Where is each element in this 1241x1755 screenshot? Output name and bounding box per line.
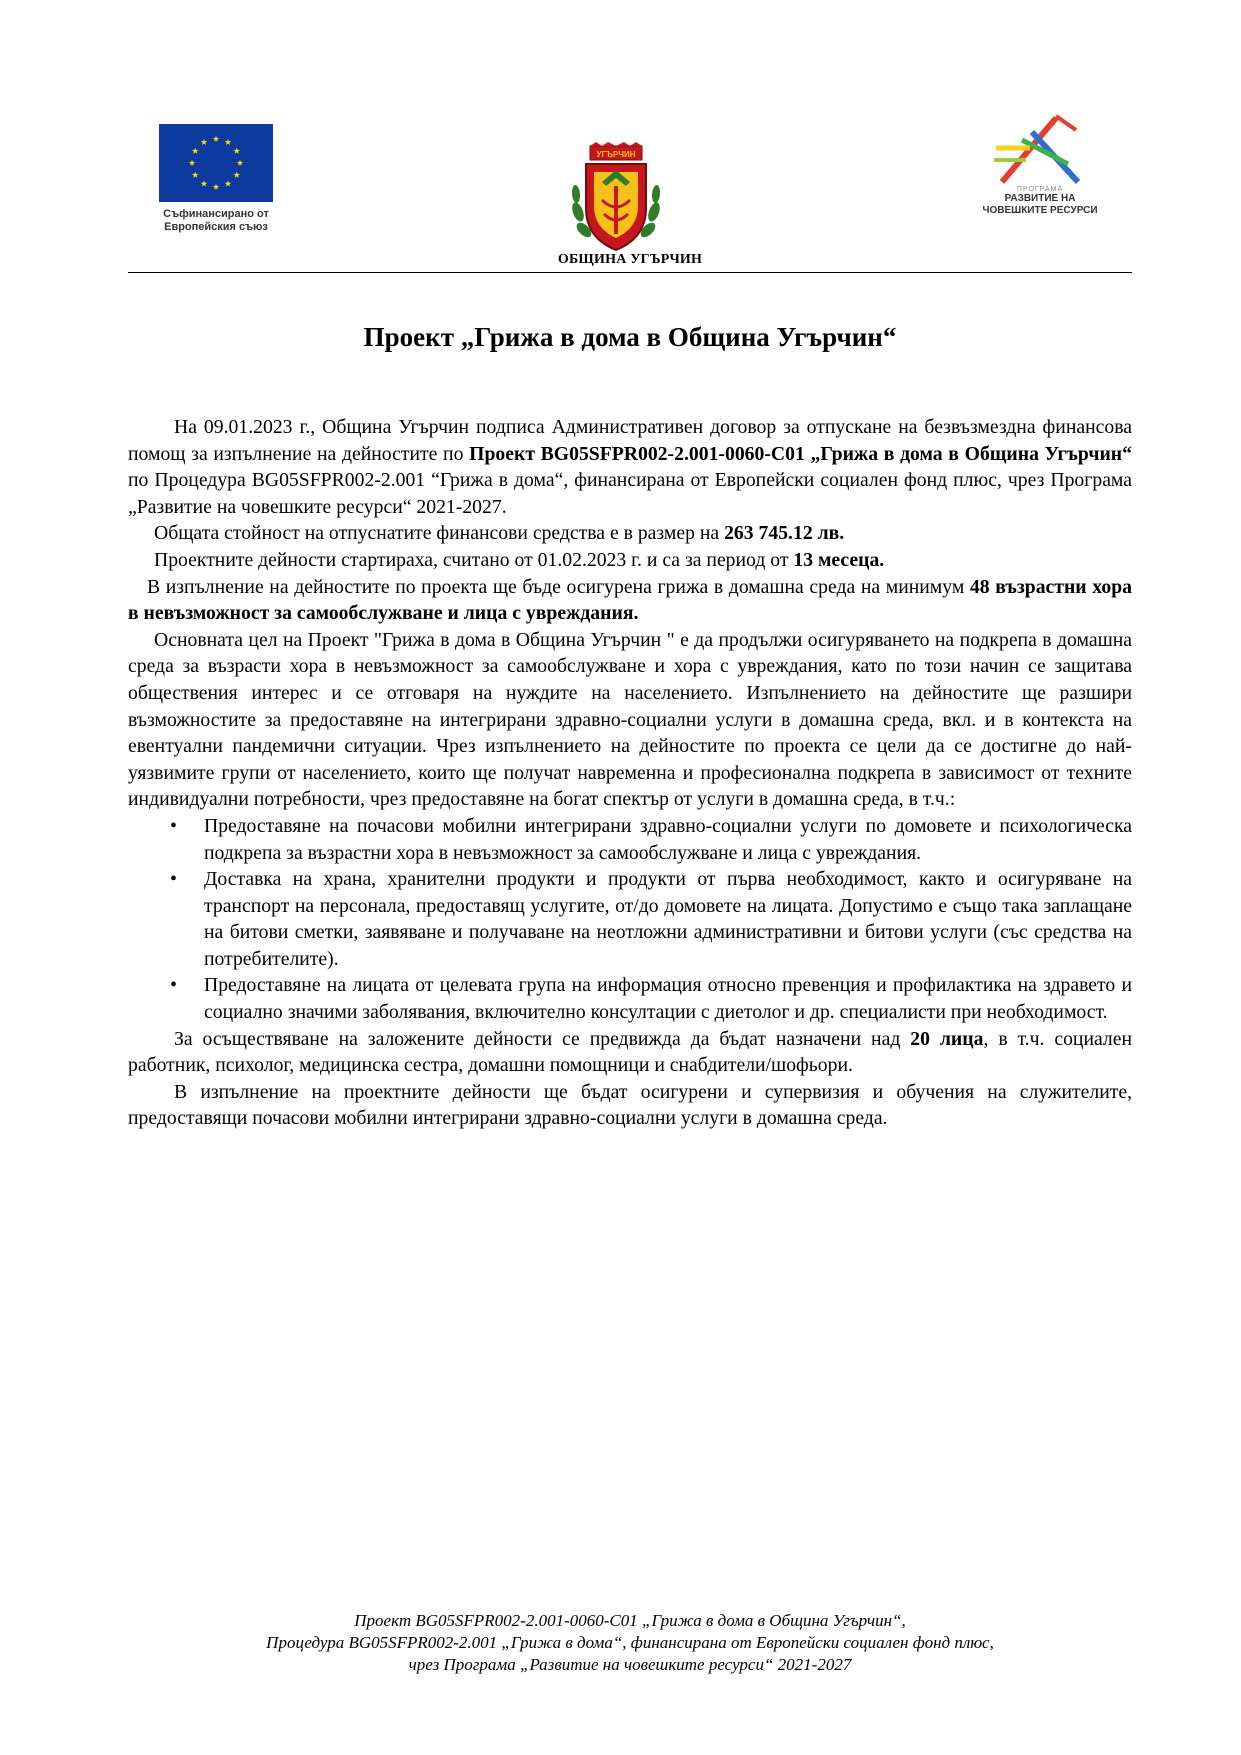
paragraph-supervision: В изпълнение на проектните дейности ще бъдат осигурени и супервизия и обучения на служителите, предоставящи почасови мобилни интегрирани здравно-социални услуги в домашна среда. [128, 1080, 1132, 1130]
list-item-text: Доставка на храна, хранителни продукти и продукти от първа необходимост, както и осигуряване на транспорт на персонала, предоставящ услугите, от/до домовете на лицата. Допустимо е също така заплащане на битови сметки, заявяване и получаване на неотложни административни и битови услуги (със средства на потребителите). [204, 868, 1132, 970]
human-resources-program-logo [970, 112, 1110, 217]
activities-list [128, 813, 1132, 1026]
page-footer [128, 1610, 1132, 1676]
eu-cofunded-logo [150, 124, 282, 234]
hrd-program-word: ПРОГРАМА [1016, 186, 1064, 193]
eu-caption-line1: Съфинансирано от [163, 208, 269, 220]
project-name-bold: Проект BG05SFPR002-2.001-0060-С01 „Грижа в дома в Община Угърчин“ [469, 442, 1132, 465]
paragraph-text: Общата стойност на отпуснатите финансови средства е в размер на [154, 522, 725, 545]
paragraph-text: по Процедура BG05SFPR002-2.001 “Грижа в дома“, финансирана от Европейски социален фонд плюс, чрез Програма „Развитие на човешките ресурси“ 2021-2027. [128, 469, 1132, 518]
list-item [128, 866, 1132, 972]
document-body [128, 414, 1132, 1132]
list-item-text: Предоставяне на почасови мобилни интегрирани здравно-социални услуги по домовете и психологическа подкрепа за възрастни хора в невъзможност за самообслужване и лица с увреждания. [204, 814, 1132, 864]
bullet-icon: • [170, 974, 177, 997]
list-item [128, 813, 1132, 866]
paragraph-agreement [128, 414, 1132, 520]
list-item [128, 972, 1132, 1025]
hrd-caption-line2: ЧОВЕШКИТЕ РЕСУРСИ [982, 205, 1098, 216]
staff-count-bold: 20 лица [910, 1027, 984, 1050]
paragraph-total-value [128, 520, 1132, 547]
eu-flag-icon [159, 124, 273, 202]
paragraph-main-goal: Основната цел на Проект "Грижа в дома в Община Угърчин " е да продължи осигуряването на подкрепа в домашна среда за възрасти хора в невъзможност за самообслужване и хора с увреждания, като по този начин се защитава обществения интерес и се отговаря на нуждите на населението. Изпълнението на дейностите ще разшири възможностите за предоставяне на интегрирани здравно-социални услуги в домашна среда, вкл. и в контекста на евентуални пандемични ситуации. Чрез изпълнението на дейностите по проекта се цели да се достигне до най-уязвимите групи от населението, които ще получат навременна и професионална подкрепа в зависимост от техните индивидуални потребности, чрез предоставяне на богат спектър от услуги в домашна среда, в т.ч.: [128, 628, 1132, 811]
footer-line: Процедура BG05SFPR002-2.001 „Грижа в дома“, финансирана от Европейски социален фонд плюс, [266, 1633, 994, 1652]
hrd-emblem-icon [992, 112, 1088, 188]
footer-line: чрез Програма „Развитие на човешките ресурси“ 2021-2027 [408, 1655, 852, 1674]
eu-caption [150, 208, 282, 234]
paragraph-text: Проектните дейности стартираха, считано от 01.02.2023 г. и са за период от [154, 548, 794, 571]
hrd-caption [970, 193, 1110, 217]
hrd-caption-line1: РАЗВИТИЕ НА [1004, 193, 1076, 204]
bullet-icon: • [170, 868, 177, 891]
paragraph-text: За осъществяване на заложените дейности се предвижда да бъдат назначени над [174, 1027, 911, 1050]
municipality-name: ОБЩИНА УГЪРЧИН [557, 252, 703, 267]
paragraph-text: На 09.01.2023 г., Община Угърчин подписа Административен договор за отпускане на безвъзмездна финансова помощ за изпълнение на дейностите по [128, 416, 1132, 465]
paragraph-text: , в т.ч. социален работник, психолог, медицинска сестра, домашни помощници и снабдители/шофьори. [128, 1027, 1133, 1077]
paragraph-text: В изпълнение на дейностите по проекта ще бъде осигурена грижа в домашна среда на минимум [147, 575, 970, 598]
eu-caption-line2: Европейския съюз [164, 221, 268, 233]
ugarchin-crest-icon [566, 142, 666, 254]
paragraph-staff [128, 1026, 1132, 1079]
paragraph-duration [128, 547, 1132, 574]
page-header [128, 112, 1132, 272]
crest-label: УГЪРЧИН [596, 150, 636, 159]
list-item-text: Предоставяне на лицата от целевата група на информация относно превенция и профилактика на здравето и социално значими заболявания, включително консултации с диетолог и др. специалисти при необходимост. [204, 974, 1132, 1024]
footer-line: Проект BG05SFPR002-2.001-0060-С01 „Грижа в дома в Община Угърчин“, [354, 1611, 906, 1630]
paragraph-target-group [128, 574, 1132, 627]
bullet-icon: • [170, 814, 177, 837]
duration-bold: 13 месеца. [793, 548, 885, 571]
target-group-bold: 48 възрастни хора в невъзможност за самообслужване и лица с увреждания. [128, 575, 1132, 625]
total-amount-bold: 263 745.12 лв. [724, 522, 845, 545]
page-title: Проект „Грижа в дома в Община Угърчин“ [363, 322, 897, 352]
header-divider [128, 272, 1132, 273]
